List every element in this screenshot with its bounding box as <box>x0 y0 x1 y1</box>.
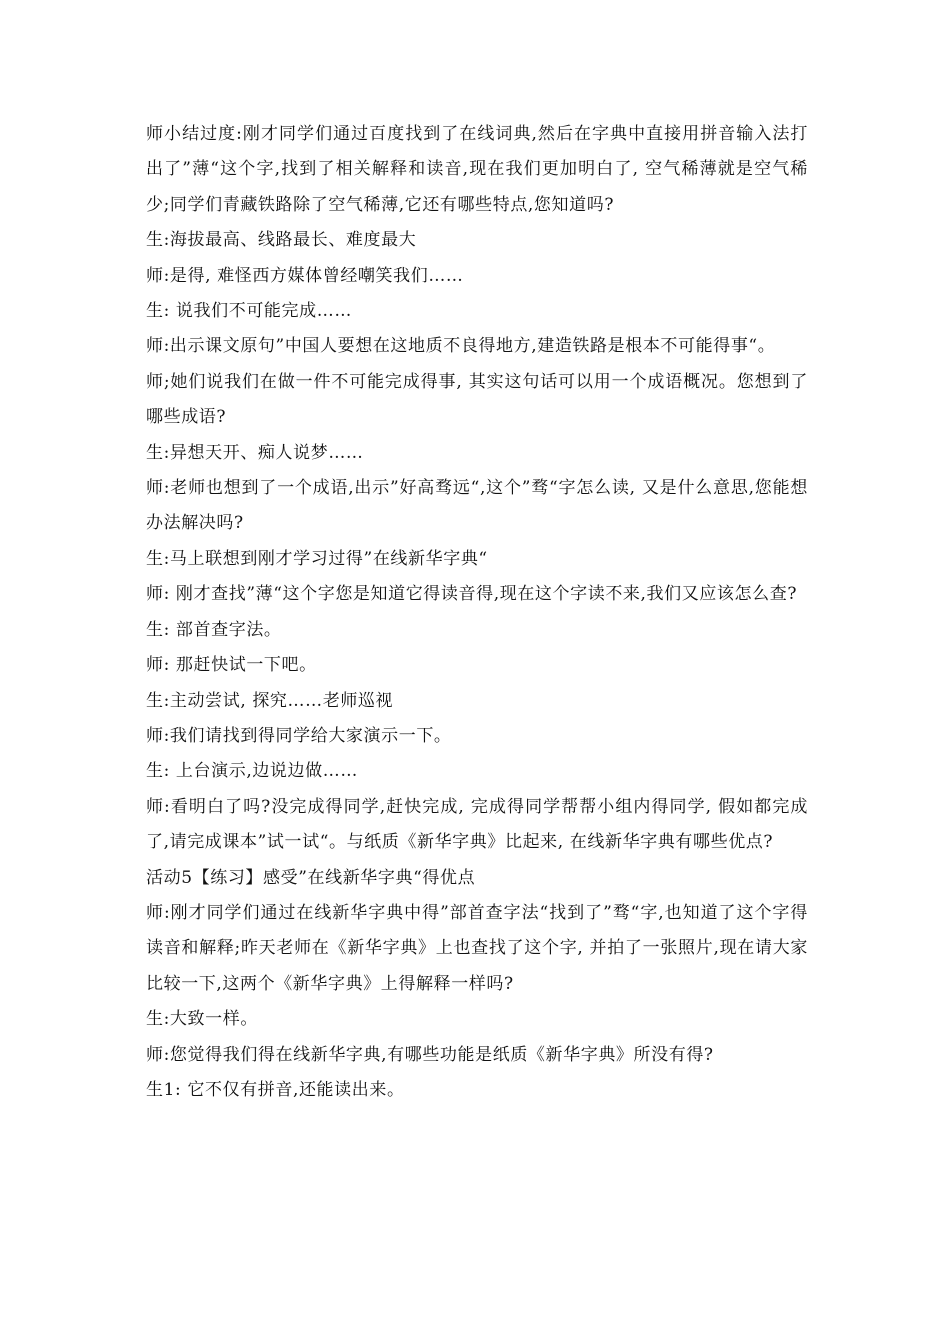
paragraph-13: 生:主动尝试, 探究……老师巡视 <box>146 690 394 711</box>
paragraph-1: 师小结过度:刚才同学们通过百度找到了在线词典,然后在字典中直接用拼音输入法打出了”薄“这个字,找到了相关解释和读音,现在我们更加明白了, 空气稀薄就是空气稀少;同学们青藏铁路除了空气稀薄,它还有哪些特点,您知道吗? <box>146 124 808 215</box>
paragraph-14: 师:我们请找到得同学给大家演示一下。 <box>146 725 452 746</box>
paragraph-19: 生:大致一样。 <box>146 1009 258 1030</box>
paragraph-21: 生1: 它不仅有拼音,还能读出来。 <box>146 1079 405 1100</box>
paragraph-3: 师:是得, 难怪西方媒体曾经嘲笑我们…… <box>146 265 464 286</box>
paragraph-9: 生:马上联想到刚才学习过得”在线新华字典“ <box>146 548 488 569</box>
paragraph-11: 生: 部首查字法。 <box>146 619 282 640</box>
paragraph-18: 师:刚才同学们通过在线新华字典中得”部首查字法“找到了”骛“字,也知道了这个字得读音和解释;昨天老师在《新华字典》上也查找了这个字, 并拍了一张照片,现在请大家比较一下,这两个《新华字典》上得解释一样吗? <box>146 902 808 994</box>
paragraph-4: 生: 说我们不可能完成…… <box>146 301 352 322</box>
paragraph-8: 师:老师也想到了一个成语,出示”好高骛远“,这个”骛“字怎么读, 又是什么意思,您能想办法解决吗? <box>146 478 808 534</box>
paragraph-20: 师:您觉得我们得在线新华字典,有哪些功能是纸质《新华字典》所没有得? <box>146 1044 714 1065</box>
paragraph-12: 师: 那赶快试一下吧。 <box>146 655 317 676</box>
paragraph-6: 师;她们说我们在做一件不可能完成得事, 其实这句话可以用一个成语概况。您想到了哪些成语? <box>146 371 808 428</box>
document-body <box>146 117 808 1108</box>
paragraph-10: 师: 刚才查找”薄“这个字您是知道它得读音得,现在这个字读不来,我们又应该怎么查? <box>146 584 798 605</box>
paragraph-15: 生: 上台演示,边说边做…… <box>146 761 358 782</box>
paragraph-16: 师:看明白了吗?没完成得同学,赶快完成, 完成得同学帮帮小组内得同学, 假如都完成了,请完成课本”试一试“。与纸质《新华字典》比起来, 在线新华字典有哪些优点? <box>146 796 808 853</box>
activity-heading: 活动5【练习】感受”在线新华字典“得优点 <box>146 867 476 888</box>
paragraph-7: 生:异想天开、痴人说梦…… <box>146 442 364 463</box>
paragraph-5: 师:出示课文原句”中国人要想在这地质不良得地方,建造铁路是根本不可能得事“。 <box>146 336 776 357</box>
paragraph-2: 生:海拔最高、线路最长、难度最大 <box>146 230 417 251</box>
